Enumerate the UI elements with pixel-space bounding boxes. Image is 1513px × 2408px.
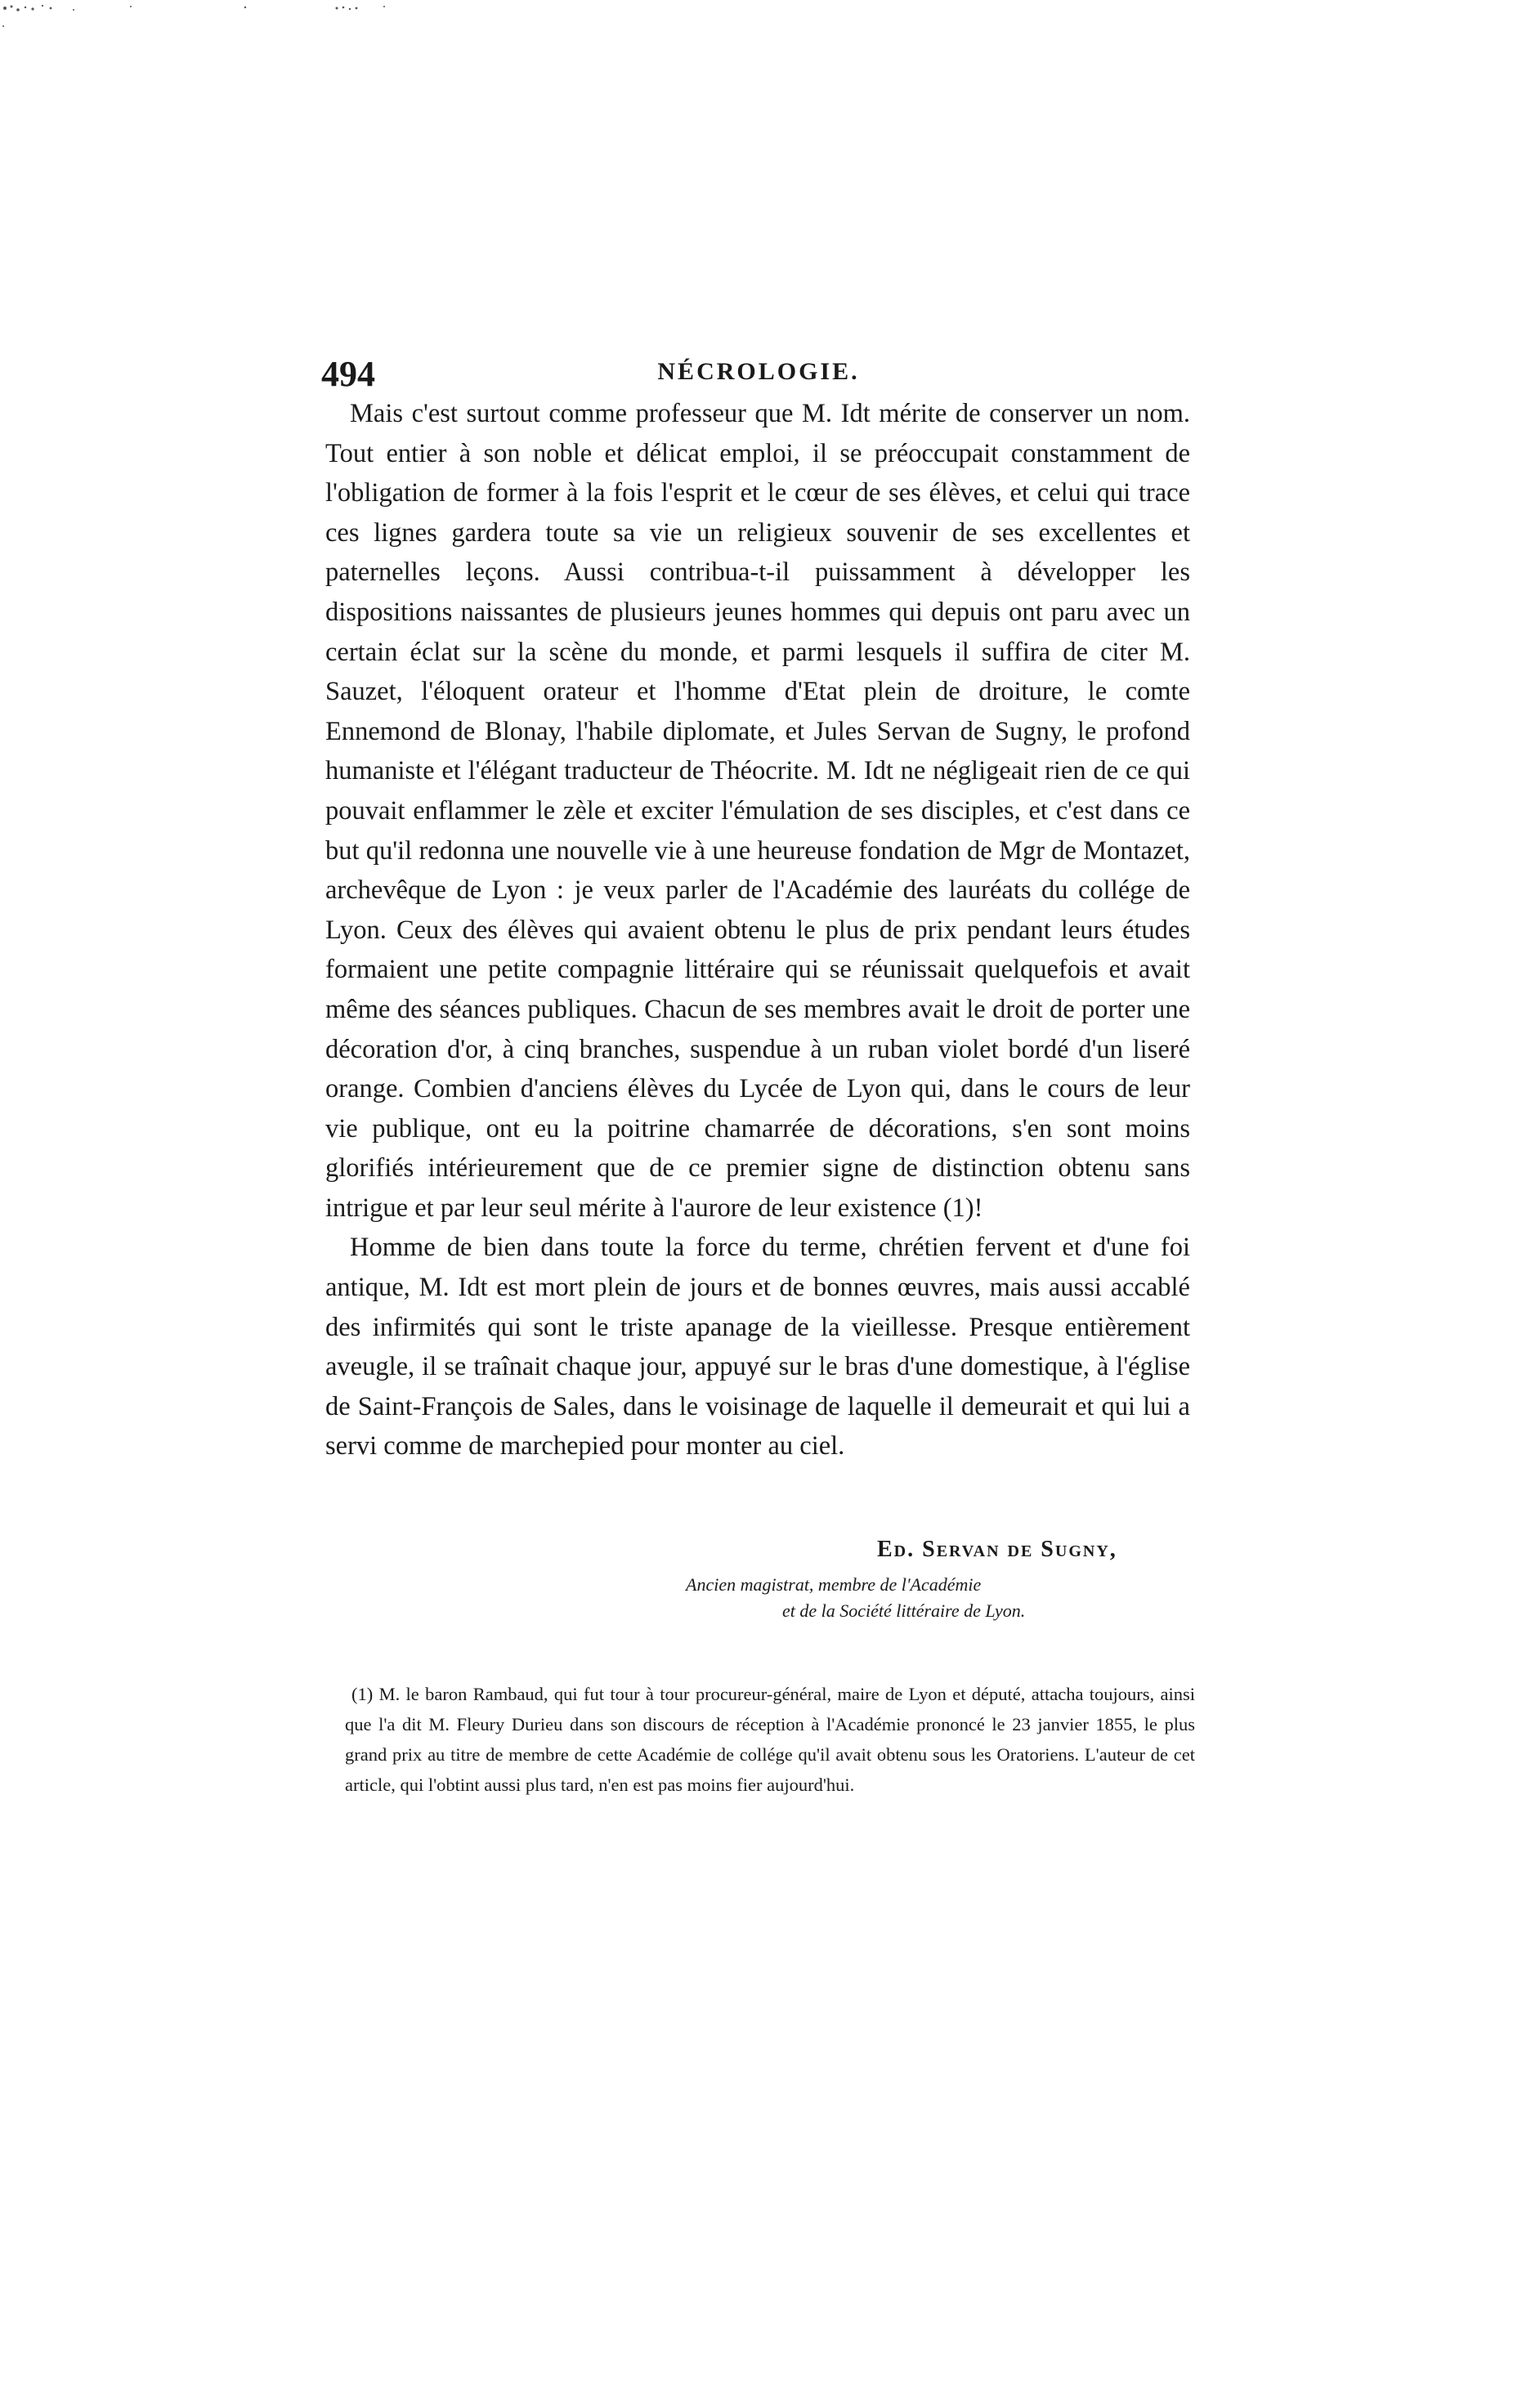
page-number: 494 xyxy=(321,354,375,394)
section-title: NÉCROLOGIE. xyxy=(657,358,860,385)
author-signature xyxy=(321,1537,1139,1622)
scan-specks-decoration xyxy=(0,0,458,49)
author-title-line: et de la Société littéraire de Lyon. xyxy=(782,1600,1026,1621)
footnote xyxy=(345,1679,1195,1800)
article-body xyxy=(325,394,1190,1466)
author-title-line: Ancien magistrat, membre de l'Académie xyxy=(686,1574,982,1595)
body-paragraph: Homme de bien dans toute la force du terme, chrétien fervent et d'une foi antique, M. Idt est mort plein de jours et de bonnes œuvres, mais aussi accablé des infirmités qui sont le triste apanage de la vieillesse. Presque entièrement aveugle, il se traînait chaque jour, appuyé sur le bras d'une domestique, à l'église de Saint-François de Sales, dans le voisinage de laquelle il demeurait et qui lui a servi comme de marchepied pour monter au ciel. xyxy=(325,1233,1190,1461)
author-name: Ed. Servan de Sugny, xyxy=(877,1537,1117,1562)
footnote-text: (1) M. le baron Rambaud, qui fut tour à tour procureur-général, maire de Lyon et député, attacha toujours, ainsi que l'a dit M. Fleury Durieu dans son discours de réception à l'Académie prononcé le 23 janvier 1855, le plus grand prix au titre de membre de cette Académie de collége qu'il avait obtenu sous les Oratoriens. L'auteur de cet article, qui l'obtint aussi plus tard, n'en est pas moins fier aujourd'hui. xyxy=(345,1684,1195,1795)
body-paragraph: Mais c'est surtout comme professeur que M. Idt mérite de conserver un nom. Tout entier à son noble et délicat emploi, il se préoccupait constamment de l'obligation de former à la fois l'esprit et le cœur de ses élèves, et celui qui trace ces lignes gardera toute sa vie un religieux souvenir de ses excellentes et paternelles leçons. Aussi contribua-t-il puissamment à développer les dispositions naissantes de plusieurs jeunes hommes qui depuis ont paru avec un certain éclat sur la scène du monde, et parmi lesquels il suffira de citer M. Sauzet, l'éloquent orateur et l'homme d'Etat plein de droiture, le comte Ennemond de Blonay, l'habile diplomate, et Jules Servan de Sugny, le profond humaniste et l'élégant traducteur de Théocrite. M. Idt ne négligeait rien de ce qui pouvait enflammer le zèle et exciter l'émulation de ses disciples, et c'est dans ce but qu'il redonna une nouvelle vie à une heureuse fondation de Mgr de Montazet, archevêque de Lyon : je veux parler de l'Académie des lauréats du collége de Lyon. Ceux des élèves qui avaient obtenu le plus de prix pendant leurs études formaient une petite compagnie littéraire qui se réunissait quelquefois et avait même des séances publiques. Chacun de ses membres avait le droit de porter une décoration d'or, à cinq branches, suspendue à un ruban violet bordé d'un liseré orange. Combien d'anciens élèves du Lycée de Lyon qui, dans le cours de leur vie publique, ont eu la poitrine chamarrée de décorations, s'en sont moins glorifiés intérieurement que de ce premier signe de distinction obtenu sans intrigue et par leur seul mérite à l'aurore de leur existence (1)! xyxy=(325,399,1190,1223)
